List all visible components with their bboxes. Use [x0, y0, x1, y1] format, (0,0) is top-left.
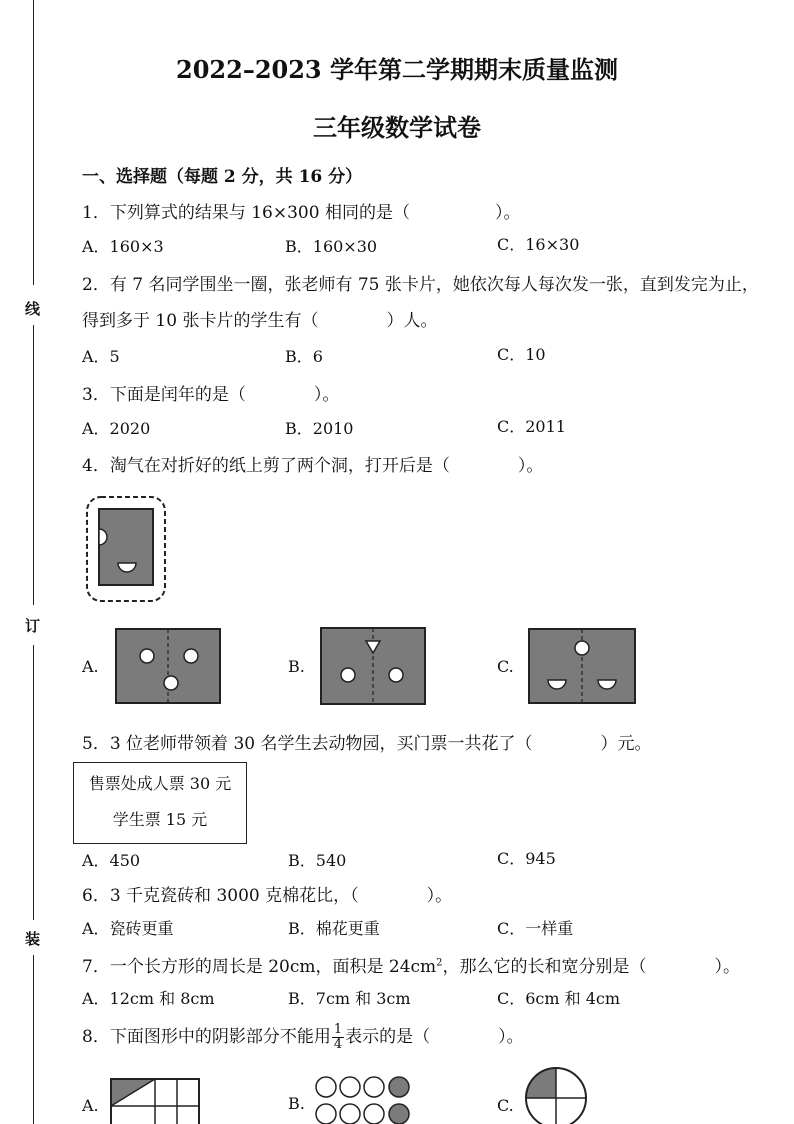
question-8-text-before: 8．下面图形中的阴影部分不能用 — [82, 1027, 331, 1047]
q3-option-a: A．2020 — [82, 419, 151, 438]
question-8 — [82, 1022, 524, 1052]
question-7 — [82, 952, 740, 977]
q5-option-b: B．540 — [288, 851, 347, 870]
question-8-text-after: 表示的是（ ）。 — [345, 1027, 524, 1047]
q4-option-a: A. — [82, 657, 99, 676]
binding-line-bottom — [33, 955, 34, 1124]
q4-option-c: C. — [497, 657, 514, 676]
fraction-numerator: 1 — [333, 1022, 343, 1037]
q1-option-b: B．160×30 — [285, 237, 378, 256]
q5-option-a: A．450 — [82, 851, 141, 870]
exam-subtitle: 三年级数学试卷 — [313, 113, 481, 142]
question-4: 4．淘气在对折好的纸上剪了两个洞，打开后是（ ）。 — [82, 456, 544, 476]
side-label-bind: 订 — [25, 617, 41, 635]
q2-option-b: B．6 — [285, 347, 323, 366]
side-label-staple: 装 — [25, 930, 41, 948]
binding-line-middle — [33, 325, 34, 605]
q7-option-a: A．12cm 和 8cm — [82, 989, 215, 1008]
q1-option-c: C．16×30 — [497, 235, 580, 254]
q6-option-a: A．瓷砖更重 — [82, 919, 174, 938]
q8-option-b: B. — [288, 1094, 305, 1113]
question-3: 3．下面是闰年的是（ ）。 — [82, 385, 340, 405]
q7-option-b: B．7cm 和 3cm — [288, 989, 411, 1008]
q1-option-a: A．160×3 — [82, 237, 164, 256]
question-2-line-1: 2．有 7 名同学围坐一圈，张老师有 75 张卡片，她依次每人每次发一张，直到发完为止， — [82, 275, 759, 295]
q8-option-a: A. — [82, 1096, 99, 1115]
ticket-student-price: 学生票 15 元 — [112, 810, 208, 829]
q7-option-c: C．6cm 和 4cm — [497, 989, 621, 1008]
q5-option-c: C．945 — [497, 849, 556, 868]
question-8-fraction — [332, 1023, 344, 1052]
q3-option-b: B．2010 — [285, 419, 354, 438]
ticket-price-box — [73, 762, 247, 844]
question-2-line-2: 得到多于 10 张卡片的学生有（ ）人。 — [82, 311, 438, 331]
q4-option-b-figure — [320, 627, 426, 705]
exam-title: 2022–2023 学年第二学期期末质量监测 — [176, 55, 618, 84]
q6-option-c: C．一样重 — [497, 919, 574, 938]
q8-option-a-figure — [110, 1078, 202, 1124]
ticket-adult-price: 售票处成人票 30 元 — [88, 774, 232, 793]
binding-line-lower — [33, 645, 34, 920]
side-label-line: 线 — [25, 300, 41, 318]
question-7-text-after: ，那么它的长和宽分别是（ ）。 — [442, 957, 741, 977]
q2-option-c: C．10 — [497, 345, 546, 364]
q8-option-c-figure — [524, 1066, 588, 1124]
question-5: 5．3 位老师带领着 30 名学生去动物园，买门票一共花了（ ）元。 — [82, 734, 652, 754]
q4-option-c-figure — [528, 628, 636, 704]
q3-option-c: C．2011 — [497, 417, 566, 436]
question-7-superscript: 2 — [436, 957, 443, 969]
question-7-text-before: 7．一个长方形的周长是 20cm，面积是 24cm — [82, 957, 437, 977]
folded-paper-figure — [85, 495, 170, 605]
q8-option-c: C. — [497, 1096, 514, 1115]
q6-option-b: B．棉花更重 — [288, 919, 380, 938]
q4-option-a-figure — [115, 628, 221, 704]
question-1: 1．下列算式的结果与 16×300 相同的是（ ）。 — [82, 203, 521, 223]
section-heading: 一、选择题（每题 2 分，共 16 分） — [82, 167, 363, 187]
fraction-denominator: 4 — [333, 1037, 343, 1052]
q4-option-b: B. — [288, 657, 305, 676]
question-6: 6．3 千克瓷砖和 3000 克棉花比，（ ）。 — [82, 886, 453, 906]
q8-option-b-figure — [314, 1074, 414, 1124]
q2-option-a: A．5 — [82, 347, 120, 366]
